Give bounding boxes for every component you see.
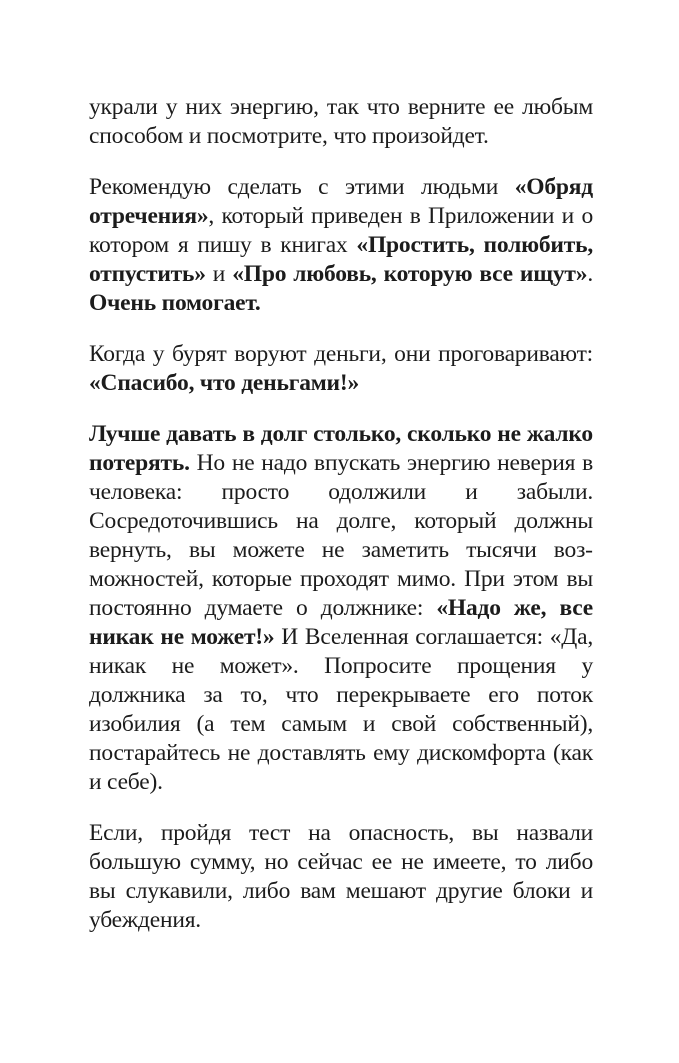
- text-run: , который приведен в Приложении и о котором я пишу в книгах: [89, 203, 593, 258]
- bold-text-run: «Обряд отречения»: [89, 174, 593, 229]
- bold-text-run: «Про любовь, которую все ищут»: [232, 261, 588, 287]
- text-run: Когда у бурят воруют деньги, они проговаривают:: [89, 341, 593, 367]
- text-run: и: [205, 261, 233, 287]
- bold-text-run: Очень помогает.: [89, 290, 261, 316]
- paragraph-5: [89, 819, 593, 935]
- paragraph-3: [89, 340, 593, 398]
- paragraph-4: [89, 420, 593, 797]
- bold-text-run: Лучше давать в долг столько, сколько не жалко потерять.: [89, 421, 593, 476]
- text-run: Рекомендую сделать с этими людьми: [89, 174, 515, 200]
- text-run: Но не надо впускать энергию неверия в человека: просто одолжили и забыли. Сосредоточившись на долге, который должны вернуть, вы можете не заметить тысячи возможностей, которые проходят мимо. При этом вы постоянно думаете о должнике:: [89, 450, 593, 621]
- page-text: [89, 93, 593, 935]
- text-run: .: [587, 261, 593, 287]
- text-run: Если, пройдя тест на опасность, вы назвали большую сумму, но сейчас ее не имеете, то либо вы слукавили, либо вам мешают другие блоки и убеждения.: [89, 820, 593, 933]
- bold-text-run: «Простить, полюбить, отпустить»: [89, 232, 593, 287]
- paragraph-1: [89, 93, 593, 151]
- text-run: И Вселенная соглашается: «Да, никак не может». Попросите прощения у должника за то, что перекрываете его поток изобилия (а тем самым и свой собственный), постарайтесь не доставлять ему дискомфорта (как и себе).: [89, 624, 593, 795]
- bold-text-run: «Надо же, все никак не может!»: [89, 595, 593, 650]
- text-run: украли у них энергию, так что верните ее любым способом и посмотрите, что произойдет.: [89, 94, 593, 149]
- paragraph-2: [89, 173, 593, 318]
- bold-text-run: «Спасибо, что деньгами!»: [89, 370, 360, 396]
